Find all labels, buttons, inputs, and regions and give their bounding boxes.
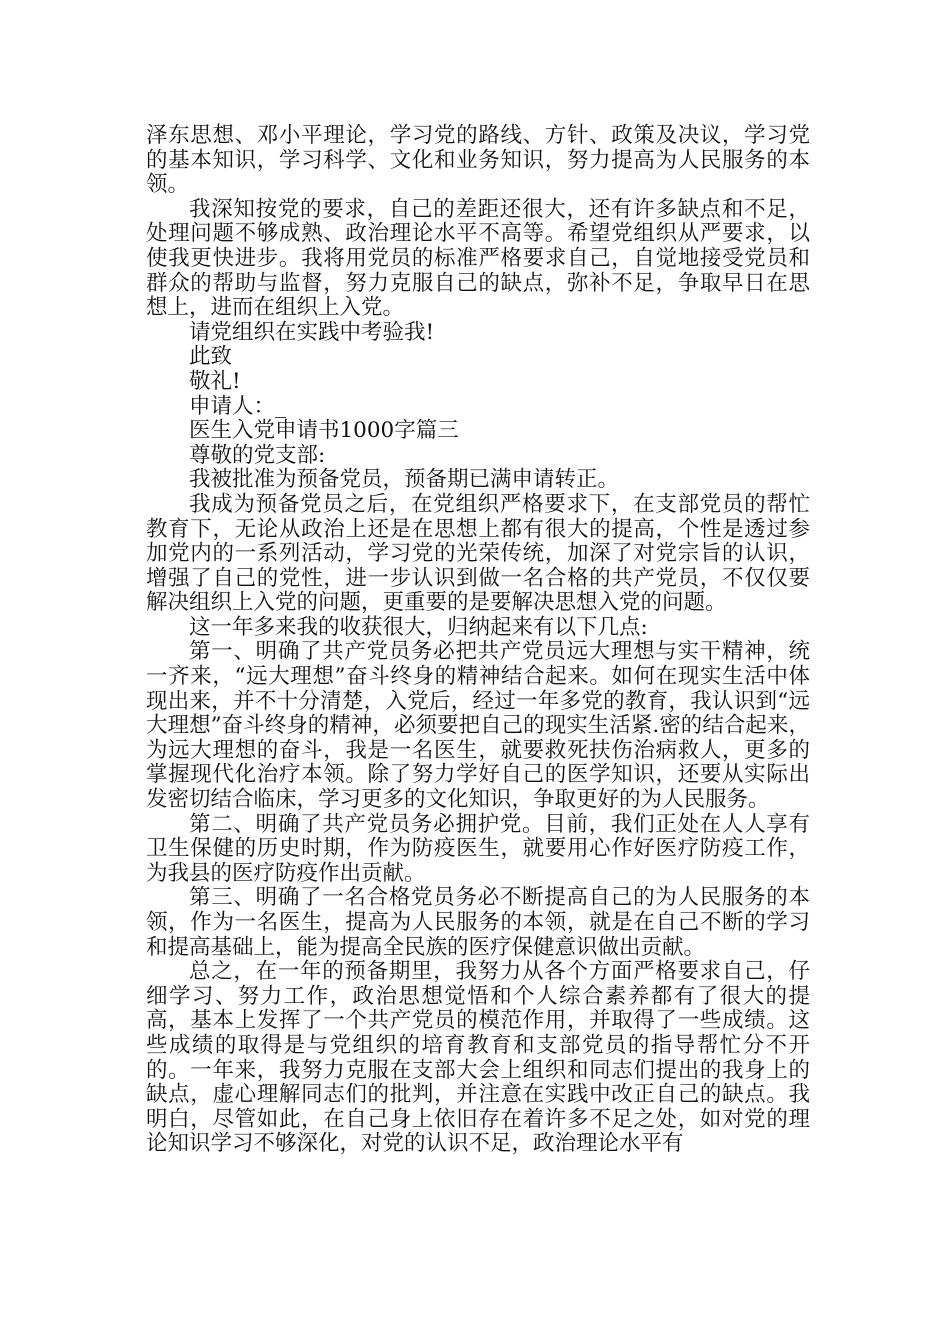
paragraph-9: 我被批准为预备党员，预备期已满申请转正。 xyxy=(189,467,620,493)
salutation: 尊敬的党支部: xyxy=(189,442,326,468)
paragraph-5: 敬礼! xyxy=(189,368,241,394)
paragraph-1: 泽东思想、邓小平理论，学习党的路线、方针、政策及决议，学习党的基本知识，学习科学、文化和业务知识，努力提高为人民服务的本领。 xyxy=(146,123,810,198)
paragraph-3: 请党组织在实践中考验我! xyxy=(189,319,435,345)
section-heading: 医生入党申请书1000字篇三 xyxy=(189,418,459,444)
paragraph-14: 第三、明确了一名合格党员务必不断提高自己的为人民服务的本领，作为一名医生，提高为人民服务的本领，就是在自己不断的学习和提高基础上，能为提高全民族的医疗保健意识做出贡献。 xyxy=(146,885,810,960)
paragraph-6: 申请人：_ xyxy=(189,393,286,419)
document-body xyxy=(146,124,810,1157)
paragraph-4: 此致 xyxy=(189,344,233,370)
paragraph-12: 第一、明确了共产党员务必把共产党员远大理想与实干精神，统一齐来，“远大理想”奋斗终身的精神结合起来。如何在现实生活中体现出来，并不十分清楚，入党后，经过一年多党的教育，我认识到“远大理想”奋斗终身的精神，必须要把自己的现实生活紧.密的结合起来，为远大理想的奋斗，我是一名医生，就要救死扶伤治病救人，更多的掌握现代化治疗本领。除了努力学好自己的医学知识，还要从实际出发密切结合临床，学习更多的文化知识，争取更好的为人民服务。 xyxy=(146,639,810,813)
paragraph-2: 我深知按党的要求，自己的差距还很大，还有许多缺点和不足，处理问题不够成熟、政治理论水平不高等。希望党组织从严要求，以使我更快进步。我将用党员的标准严格要求自己，自觉地接受党员和群众的帮助与监督，努力克服自己的缺点，弥补不足，争取早日在思想上，进而在组织上入党。 xyxy=(146,196,810,321)
paragraph-10: 我成为预备党员之后，在党组织严格要求下，在支部党员的帮忙教育下，无论从政治上还是在思想上都有很大的提高，个性是透过参加党内的一系列活动，学习党的光荣传统，加深了对党宗旨的认识，增强了自己的党性，进一步认识到做一名合格的共产党员，不仅仅要解决组织上入党的问题，更重要的是要解决思想入党的问题。 xyxy=(146,491,810,616)
paragraph-13: 第二、明确了共产党员务必拥护党。目前，我们正处在人人享有卫生保健的历史时期，作为防疫医生，就要用心作好医疗防疫工作，为我县的医疗防疫作出贡献。 xyxy=(146,811,810,886)
paragraph-15: 总之，在一年的预备期里，我努力从各个方面严格要求自己，仔细学习、努力工作，政治思想觉悟和个人综合素养都有了很大的提高，基本上发挥了一个共产党员的模范作用，并取得了一些成绩。这些成绩的取得是与党组织的培育教育和支部党员的指导帮忙分不开的。一年来，我努力克服在支部大会上组织和同志们提出的我身上的缺点，虚心理解同志们的批判，并注意在实践中改正自己的缺点。我明白，尽管如此，在自己身上依旧存在着许多不足之处，如对党的理论知识学习不够深化，对党的认识不足，政治理论水平有 xyxy=(146,959,810,1157)
paragraph-11: 这一年多来我的收获很大，归纳起来有以下几点: xyxy=(189,614,648,640)
